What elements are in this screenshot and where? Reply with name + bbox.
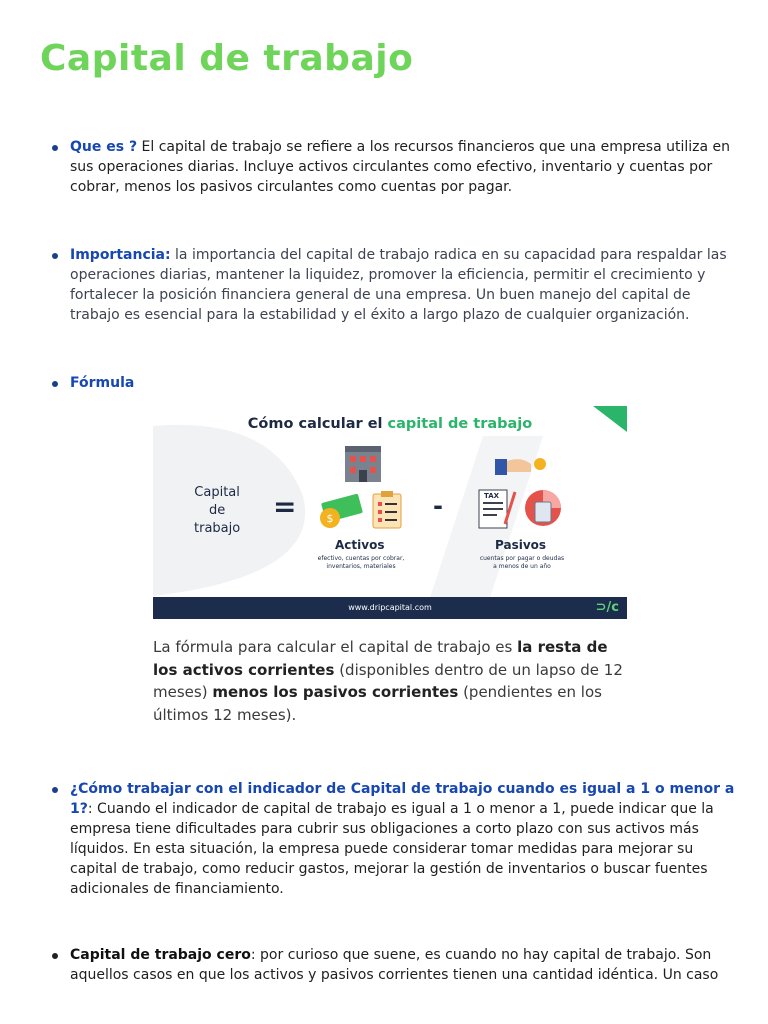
clipboard-icon xyxy=(373,491,401,528)
pasivos-label: Pasivos xyxy=(495,538,547,552)
term-line-2: de xyxy=(208,503,226,518)
indicador-label: ¿Cómo trabajar con el indicador de Capital de trabajo cuando es igual a 1 o menor a 1? xyxy=(70,781,735,817)
term-line-1: Capital xyxy=(194,485,240,500)
activos-label: Activos xyxy=(335,538,385,552)
minus-sign: - xyxy=(433,492,443,520)
caption-bold-2: menos los pasivos corrientes xyxy=(212,683,459,701)
building-icon xyxy=(345,446,381,482)
page-title: Capital de trabajo xyxy=(40,38,414,79)
infographic-title-highlight: capital de trabajo xyxy=(387,416,533,432)
que-es-label: Que es ? xyxy=(70,139,138,155)
infographic-title-prefix: Cómo calcular el xyxy=(247,416,388,432)
pasivos-description xyxy=(467,555,577,571)
bullet-icon xyxy=(52,145,58,151)
bullet-icon xyxy=(52,381,58,387)
caption-part-2: (disponibles dentro de un lapso de 12 meses) xyxy=(153,660,623,701)
term-line-3: trabajo xyxy=(194,521,241,536)
infographic-footer xyxy=(153,597,627,619)
importancia-text: la importancia del capital de trabajo radica en su capacidad para respaldar las operaciones diarias, mantener la liquidez, promover la eficiencia, permitir el crecimiento y fortalecer la posición financiera general de una empresa. Un buen manejo del capital de trabajo es esencial para la estabilidad y el éxito a largo plazo de cualquier organización. xyxy=(70,247,727,323)
importancia-label: Importancia: xyxy=(70,247,171,263)
pie-calculator-icon xyxy=(525,490,561,526)
formula-caption xyxy=(153,636,623,726)
list-item-importancia xyxy=(70,245,735,325)
formula-infographic xyxy=(153,406,627,619)
footer-url: www.dripcapital.com xyxy=(348,603,432,612)
infographic-title xyxy=(153,416,627,432)
caption-part-1: La fórmula para calcular el capital de trabajo es xyxy=(153,638,518,656)
activos-desc-line-1: efectivo, cuentas por cobrar, xyxy=(317,555,405,562)
formula-label: Fórmula xyxy=(70,375,135,391)
list-item-formula xyxy=(70,373,735,393)
bullet-icon xyxy=(52,953,58,959)
capital-de-trabajo-term xyxy=(194,484,240,538)
dripcapital-logo-icon: ⊃/c xyxy=(595,600,619,615)
activos-desc-line-2: inventarios, materiales xyxy=(326,563,396,570)
equals-sign: = xyxy=(273,490,297,523)
pasivos-desc-line-2: a menos de un año xyxy=(493,563,551,570)
caption-bold-1: la resta de los activos corrientes xyxy=(153,638,608,679)
caption-part-3: (pendientes en los últimos 12 meses). xyxy=(153,683,602,724)
bullet-icon xyxy=(52,253,58,259)
indicador-text: : Cuando el indicador de capital de trabajo es igual a 1 o menor a 1, puede indicar que la empresa tiene dificultades para cubrir sus obligaciones a corto plazo con sus activos más líquidos. En esta situación, la empresa puede considerar tomar medidas para mejorar su capital de trabajo, como reducir gastos, mejorar la gestión de inventarios o buscar fuentes adicionales de financiamiento. xyxy=(70,801,714,897)
bullet-icon xyxy=(52,787,58,793)
svg-text:$: $ xyxy=(326,512,334,525)
que-es-text: El capital de trabajo se refiere a los recursos financieros que una empresa utiliza en sus operaciones diarias. Incluye activos circulantes como efectivo, inventario y cuentas por cobrar, menos los pasivos circulantes como cuentas por pagar. xyxy=(70,139,731,195)
capital-cero-text: : por curioso que suene, es cuando no hay capital de trabajo. Son aquellos casos en que los activos y pasivos corrientes tienen una cantidad idéntica. Un caso xyxy=(70,947,719,983)
money-icon xyxy=(320,493,363,528)
list-item-que-es xyxy=(70,137,735,197)
tax-label: TAX xyxy=(484,492,500,500)
list-item-indicador xyxy=(70,779,735,899)
pasivos-desc-line-1: cuentas por pagar o deudas xyxy=(479,555,565,562)
list-item-capital-cero xyxy=(70,945,735,985)
activos-description xyxy=(303,555,419,571)
capital-cero-label: Capital de trabajo cero xyxy=(70,947,251,963)
